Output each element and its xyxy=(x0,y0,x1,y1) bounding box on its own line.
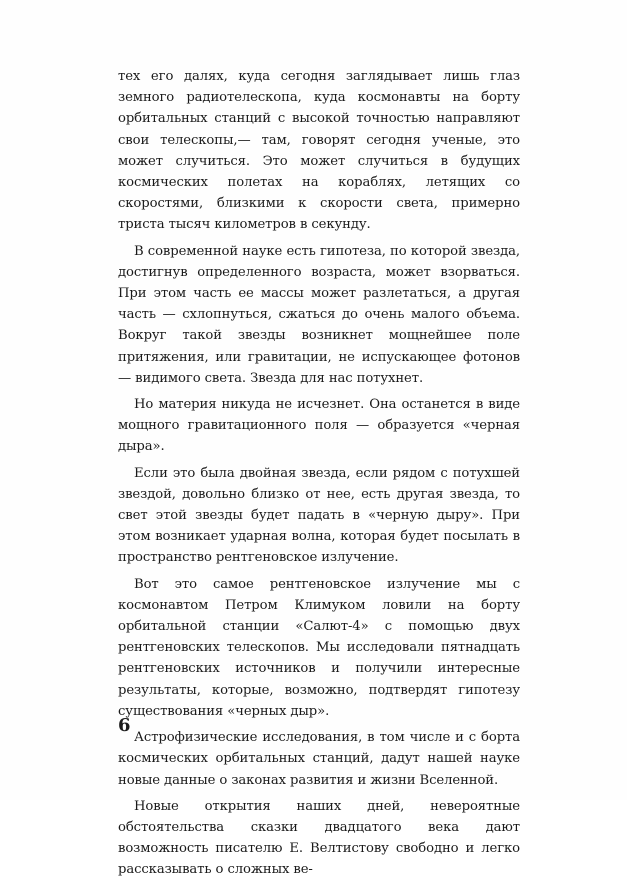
paragraph-3: Но материя никуда не исчезнет. Она останется в виде мощного гравитационного поля — образуется «черная дыра». xyxy=(118,397,520,455)
paragraph-6: Астрофизические исследования, в том числе и с борта космических орбитальных станций, дадут нашей науке новые данные о законах развития и жизни Вселенной. xyxy=(118,730,520,788)
page-number: 6 xyxy=(118,715,131,736)
paragraph-4: Если это была двойная звезда, если рядом с потухшей звездой, довольно близко от нее, есть другая звезда, то свет этой звезды будет падать в «черную дыру». При этом возникает ударная волна, которая будет посылать в пространство рентгеновское излучение. xyxy=(118,465,520,566)
paragraph-2: В современной науке есть гипотеза, по которой звезда, достигнув определенного возраста, может взорваться. При этом часть ее массы может разлетаться, а другая часть — схлопнуться, сжаться до очень малого объема. Вокруг такой звезды возникнет мощнейшее поле притяжения, или гравитации, не испускающее фотонов — видимого света. Звезда для нас потухнет. xyxy=(118,243,520,386)
body-text xyxy=(118,66,520,881)
paragraph-7: Новые открытия наших дней, невероятные обстоятельства сказки двадцатого века дают возможность писателю Е. Велтистову свободно и легко рассказывать о сложных ве- xyxy=(118,798,520,878)
paragraph-5: Вот это самое рентгеновское излучение мы с космонавтом Петром Климуком ловили на борту орбитальной станции «Салют-4» с помощью двух рентгеновских телескопов. Мы исследовали пятнадцать рентгеновских источников и получили интересные результаты, которые, возможно, подтвердят гипотезу существования «черных дыр». xyxy=(118,576,520,719)
paragraph-1: тех его далях, куда сегодня заглядывает лишь глаз земного радиотелескопа, куда космонавты на борту орбитальных станций с высокой точностью направляют свои телескопы,— там, говорят сегодня ученые, это может случиться. Это может случиться в будущих космических полетах на кораблях, летящих со скоростями, близкими к скорости света, примерно триста тысяч километров в секунду. xyxy=(118,69,520,233)
